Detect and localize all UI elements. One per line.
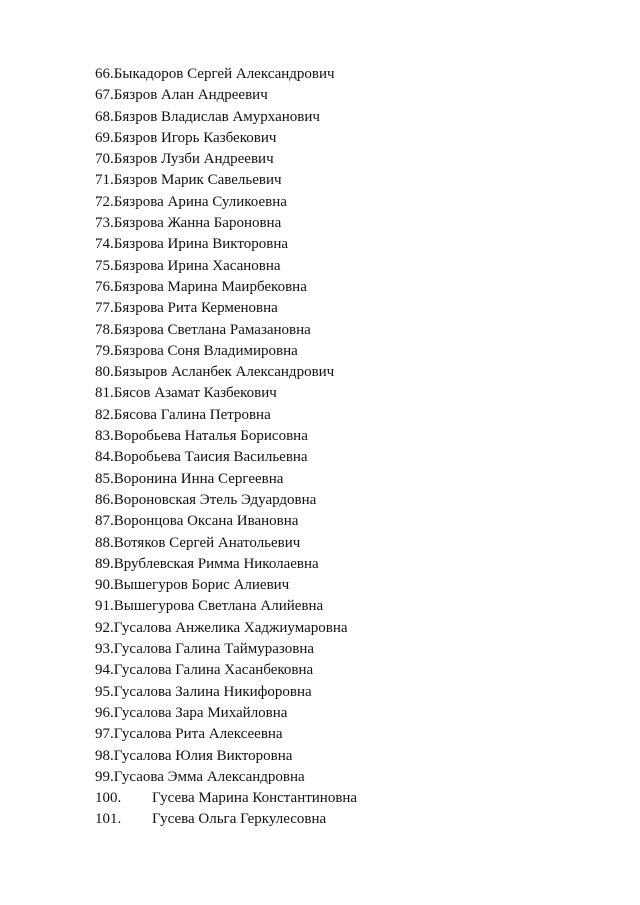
list-item-name: Вышегуров Борис Алиевич bbox=[113, 577, 290, 594]
list-item bbox=[95, 533, 615, 554]
list-item-name: Гусева Ольга Геркулесовна bbox=[152, 811, 327, 828]
list-item bbox=[95, 320, 615, 341]
list-item bbox=[95, 213, 615, 234]
list-item bbox=[95, 234, 615, 255]
list-item-number: 68. bbox=[95, 108, 114, 125]
list-item-name: Бясова Галина Петровна bbox=[113, 406, 271, 423]
list-item-number: 97. bbox=[95, 726, 114, 743]
list-item bbox=[95, 256, 615, 277]
list-item-number: 69. bbox=[95, 129, 114, 146]
list-item-name: Бязрова Светлана Рамазановна bbox=[113, 321, 311, 338]
list-item bbox=[95, 128, 615, 149]
list-item-name: Воронцова Оксана Ивановна bbox=[113, 513, 299, 530]
list-item bbox=[95, 554, 615, 575]
list-item bbox=[95, 426, 615, 447]
list-item bbox=[95, 618, 615, 639]
list-item-number: 81. bbox=[95, 385, 114, 402]
list-item bbox=[95, 298, 615, 319]
list-item-number: 98. bbox=[95, 747, 114, 764]
list-item bbox=[95, 107, 615, 128]
list-item bbox=[95, 724, 615, 745]
list-item bbox=[95, 447, 615, 468]
list-item-name: Бязрова Жанна Бароновна bbox=[113, 215, 282, 232]
list-item-number: 88. bbox=[95, 534, 114, 551]
list-item-name: Гусалова Галина Таймуразовна bbox=[113, 641, 315, 658]
list-item-name: Гусалова Залина Никифоровна bbox=[113, 683, 312, 700]
list-item-name: Гусалова Юлия Викторовна bbox=[113, 747, 293, 764]
list-item-number: 92. bbox=[95, 619, 114, 636]
list-item bbox=[95, 682, 615, 703]
list-item-name: Гусалова Галина Хасанбековна bbox=[113, 662, 314, 679]
list-item-number: 71. bbox=[95, 172, 114, 189]
list-item-number: 94. bbox=[95, 662, 114, 679]
list-item-number: 72. bbox=[95, 193, 114, 210]
list-item-name: Гусалова Анжелика Хаджиумаровна bbox=[113, 619, 348, 636]
list-item bbox=[95, 490, 615, 511]
list-item bbox=[95, 383, 615, 404]
list-item bbox=[95, 149, 615, 170]
list-item bbox=[95, 469, 615, 490]
list-item bbox=[95, 596, 615, 617]
list-item-number: 95. bbox=[95, 683, 114, 700]
list-item bbox=[95, 341, 615, 362]
list-item-number: 77. bbox=[95, 300, 114, 317]
list-item-name: Бязров Владислав Амурханович bbox=[113, 108, 320, 125]
list-item-number: 100. bbox=[95, 790, 122, 807]
list-item-number: 86. bbox=[95, 491, 114, 508]
list-item-name: Бязров Марик Савельевич bbox=[113, 172, 282, 189]
list-item bbox=[95, 511, 615, 532]
list-item-number: 80. bbox=[95, 364, 114, 381]
list-item-name: Бязрова Ирина Викторовна bbox=[113, 236, 289, 253]
list-item bbox=[95, 809, 615, 830]
list-item-name: Бязров Игорь Казбекович bbox=[113, 129, 277, 146]
list-item-number: 67. bbox=[95, 87, 114, 104]
list-item-number: 96. bbox=[95, 704, 114, 721]
list-item-number: 99. bbox=[95, 768, 114, 785]
list-item-name: Вышегурова Светлана Алийевна bbox=[113, 598, 324, 615]
list-item-number: 82. bbox=[95, 406, 114, 423]
list-item bbox=[95, 277, 615, 298]
list-item-number: 91. bbox=[95, 598, 114, 615]
list-item-name: Гусева Марина Константиновна bbox=[152, 790, 358, 807]
list-item-number: 78. bbox=[95, 321, 114, 338]
list-item-name: Бязрова Соня Владимировна bbox=[113, 342, 298, 359]
list-item-name: Бясов Азамат Казбекович bbox=[113, 385, 277, 402]
list-item bbox=[95, 362, 615, 383]
list-item bbox=[95, 85, 615, 106]
list-item-number: 73. bbox=[95, 215, 114, 232]
list-item-name: Быкадоров Сергей Александрович bbox=[113, 66, 335, 82]
list-item-name: Гусалова Рита Алексеевна bbox=[113, 726, 283, 743]
list-item-name: Воробьева Таисия Васильевна bbox=[113, 449, 308, 466]
list-item-name: Бязыров Асланбек Александрович bbox=[113, 364, 335, 381]
list-item-number: 84. bbox=[95, 449, 114, 466]
list-item-number: 101. bbox=[95, 811, 122, 828]
list-item-number: 83. bbox=[95, 428, 114, 445]
list-item-number: 93. bbox=[95, 641, 114, 658]
list-item-name: Воронина Инна Сергеевна bbox=[113, 470, 284, 487]
list-item bbox=[95, 170, 615, 191]
list-item-number: 87. bbox=[95, 513, 114, 530]
list-item-number: 66. bbox=[95, 66, 114, 82]
list-item-number: 89. bbox=[95, 555, 114, 572]
list-item bbox=[95, 767, 615, 788]
list-item bbox=[95, 703, 615, 724]
list-item-name: Гусалова Зара Михайловна bbox=[113, 704, 288, 721]
list-item bbox=[95, 639, 615, 660]
list-item-number: 76. bbox=[95, 278, 114, 295]
list-item-name: Бязров Алан Андреевич bbox=[113, 87, 268, 104]
list-item bbox=[95, 788, 615, 809]
list-item-number: 74. bbox=[95, 236, 114, 253]
list-item-name: Бязрова Арина Суликоевна bbox=[113, 193, 287, 210]
list-item-name: Воробьева Наталья Борисовна bbox=[113, 428, 308, 445]
name-list bbox=[95, 64, 615, 831]
list-item-number: 75. bbox=[95, 257, 114, 274]
list-item-number: 85. bbox=[95, 470, 114, 487]
list-item bbox=[95, 660, 615, 681]
list-item-name: Бязров Лузби Андреевич bbox=[113, 151, 274, 168]
list-item-name: Бязрова Рита Керменовна bbox=[113, 300, 278, 317]
list-item bbox=[95, 575, 615, 596]
list-item-name: Вотяков Сергей Анатольевич bbox=[113, 534, 301, 551]
list-item bbox=[95, 746, 615, 767]
list-item-name: Гусаова Эмма Александровна bbox=[113, 768, 305, 785]
list-item-name: Вороновская Этель Эдуардовна bbox=[113, 491, 317, 508]
list-item-name: Бязрова Ирина Хасановна bbox=[113, 257, 281, 274]
list-item-name: Врублевская Римма Николаевна bbox=[113, 555, 319, 572]
list-item bbox=[95, 405, 615, 426]
list-item-number: 90. bbox=[95, 577, 114, 594]
list-item-number: 70. bbox=[95, 151, 114, 168]
list-item-name: Бязрова Марина Маирбековна bbox=[113, 278, 307, 295]
list-item bbox=[95, 64, 615, 85]
list-item bbox=[95, 192, 615, 213]
list-item-number: 79. bbox=[95, 342, 114, 359]
